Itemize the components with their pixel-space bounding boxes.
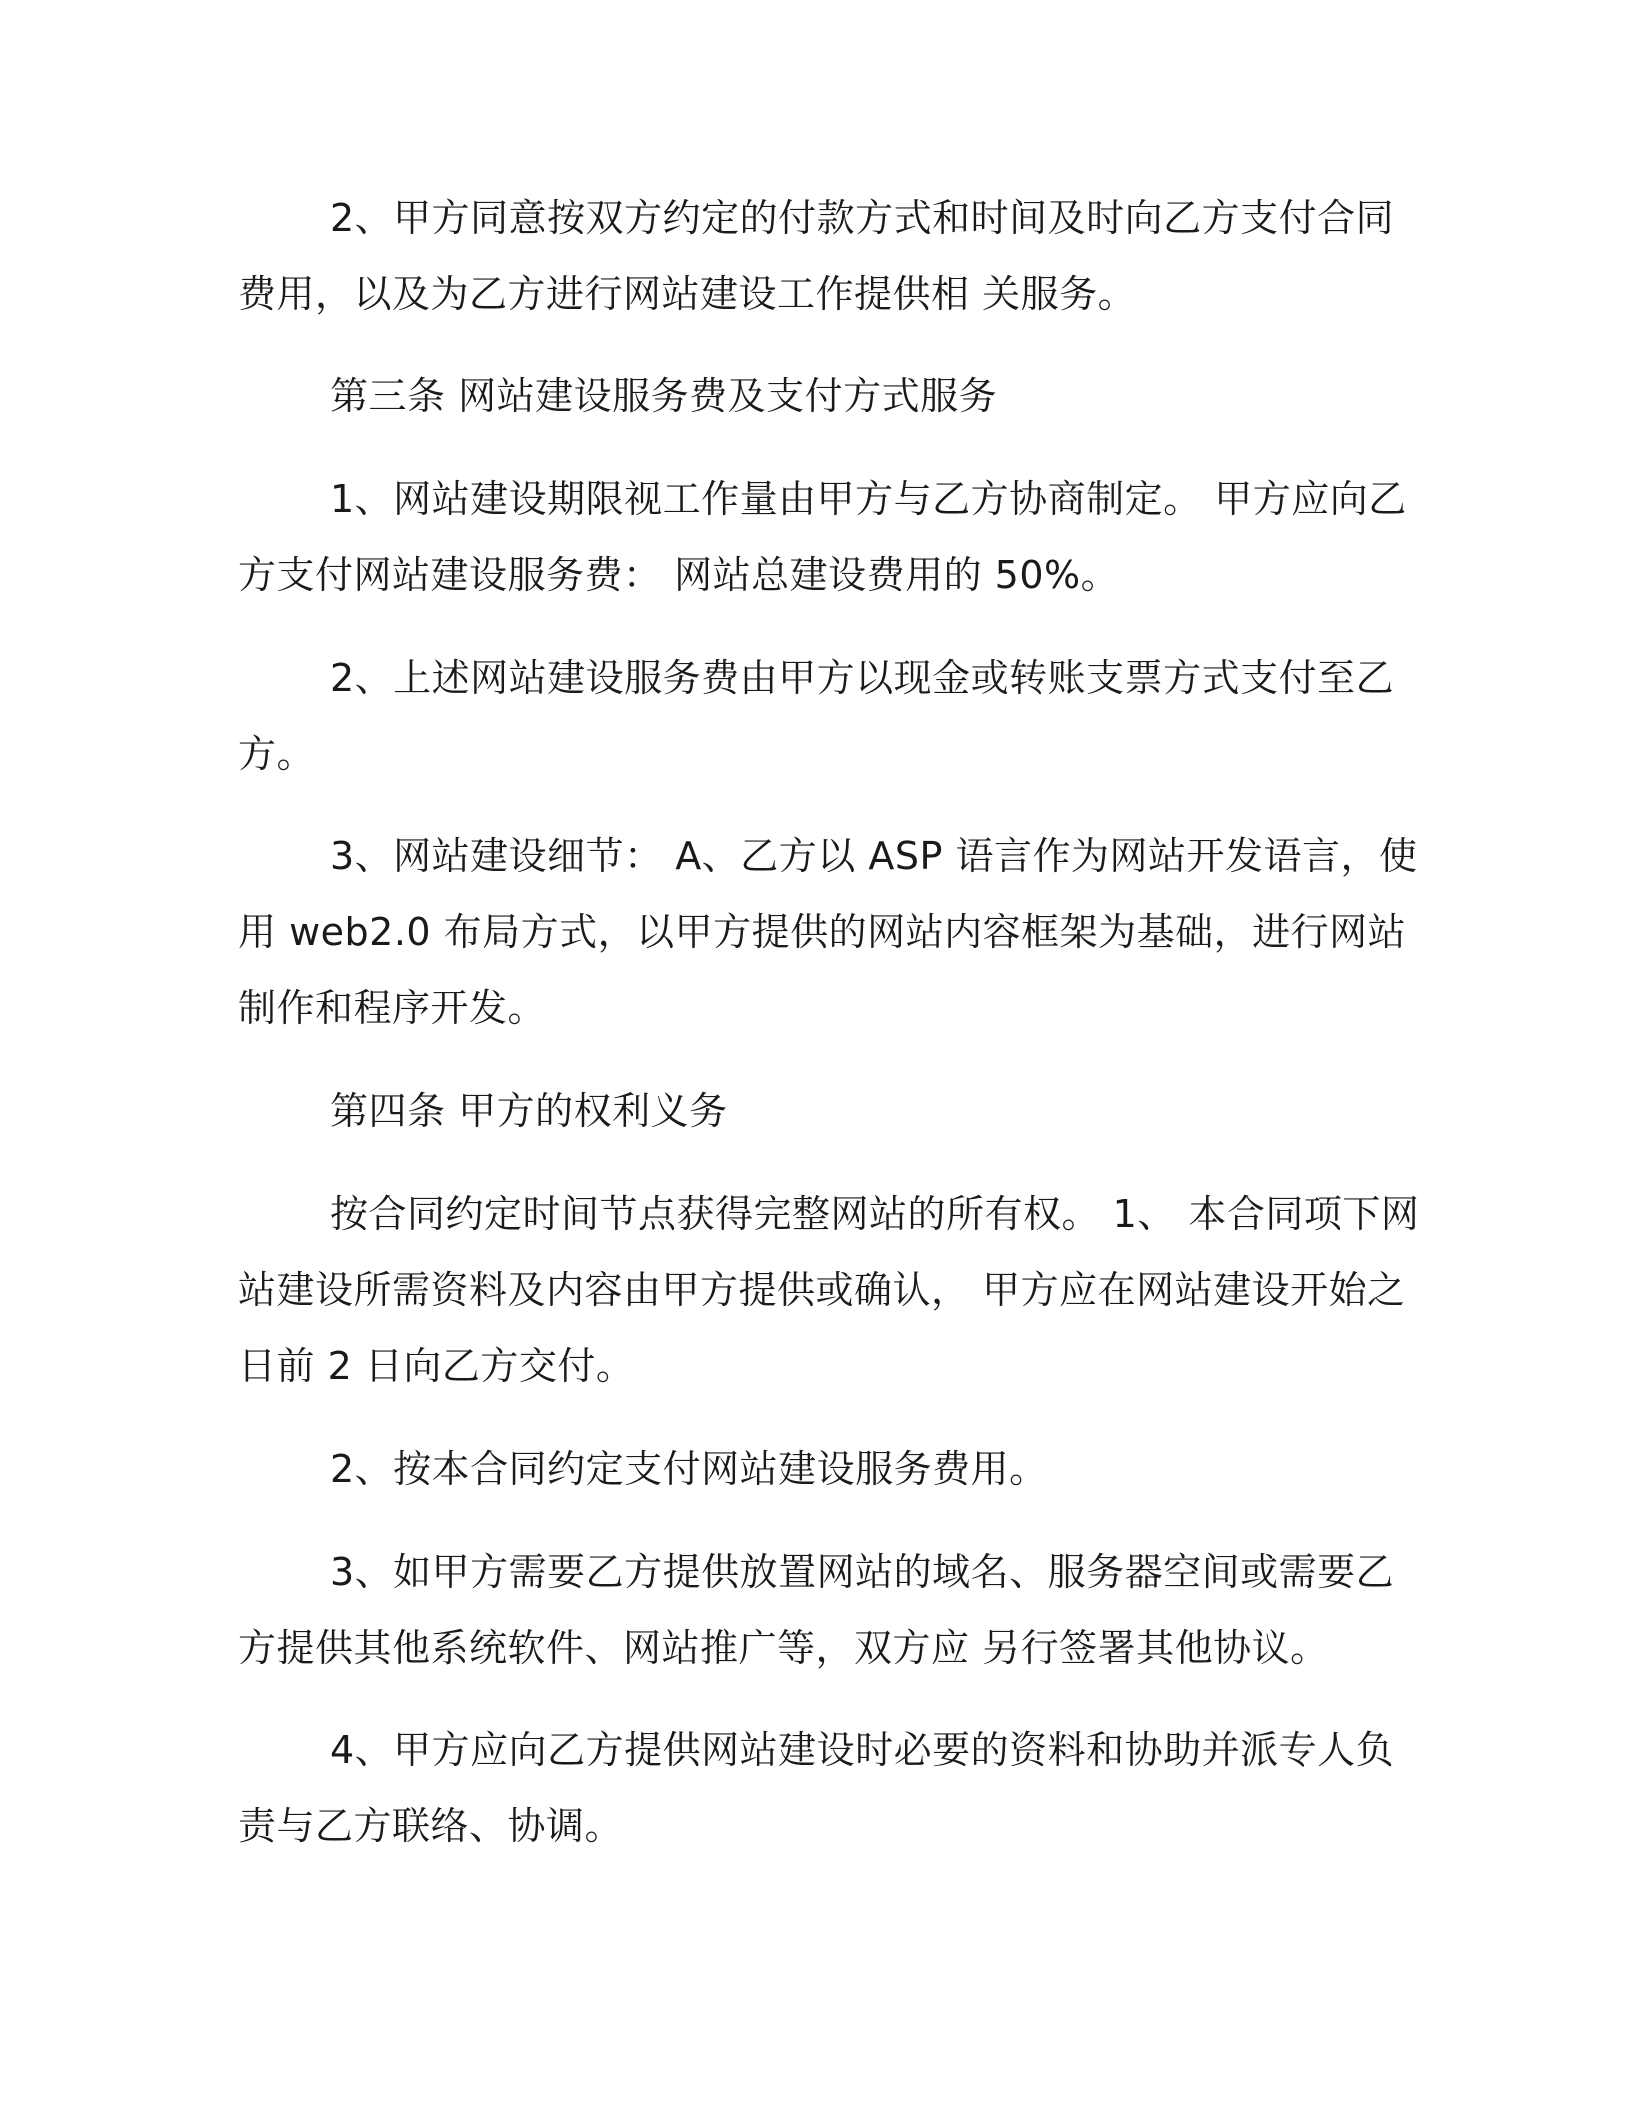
paragraph-1-line-2: 费用，以及为乙方进行网站建设工作提供相 关服务。 bbox=[238, 272, 1137, 316]
paragraph-3-line-1: 2、上述网站建设服务费由甲方以现金或转账支票方式支付至乙 bbox=[330, 656, 1395, 700]
paragraph-5-line-2: 站建设所需资料及内容由甲方提供或确认， 甲方应在网站建设开始之 bbox=[238, 1268, 1406, 1312]
paragraph-2-line-2: 方支付网站建设服务费： 网站总建设费用的 50%。 bbox=[238, 553, 1120, 597]
paragraph-5-line-1: 按合同约定时间节点获得完整网站的所有权。 1、 本合同项下网 bbox=[330, 1192, 1420, 1236]
paragraph-5-line-3: 日前 2 日向乙方交付。 bbox=[238, 1344, 635, 1388]
paragraph-4-line-1: 3、网站建设细节： A、乙方以 ASP 语言作为网站开发语言，使 bbox=[330, 834, 1418, 878]
paragraph-1-line-1: 2、甲方同意按双方约定的付款方式和时间及时向乙方支付合同 bbox=[330, 196, 1395, 240]
paragraph-7-line-1: 3、如甲方需要乙方提供放置网站的域名、服务器空间或需要乙 bbox=[330, 1550, 1395, 1594]
paragraph-8-line-2: 责与乙方联络、协调。 bbox=[238, 1804, 624, 1848]
paragraph-3-line-2: 方。 bbox=[238, 732, 316, 776]
paragraph-4-line-3: 制作和程序开发。 bbox=[238, 986, 547, 1030]
section-heading-4: 第四条 甲方的权利义务 bbox=[330, 1089, 728, 1133]
section-heading-3: 第三条 网站建设服务费及支付方式服务 bbox=[330, 374, 998, 418]
paragraph-4-line-2: 用 web2.0 布局方式，以甲方提供的网站内容框架为基础，进行网站 bbox=[238, 910, 1407, 954]
paragraph-7-line-2: 方提供其他系统软件、网站推广等，双方应 另行签署其他协议。 bbox=[238, 1626, 1329, 1670]
paragraph-8-line-1: 4、甲方应向乙方提供网站建设时必要的资料和协助并派专人负 bbox=[330, 1728, 1395, 1772]
paragraph-6-line-1: 2、按本合同约定支付网站建设服务费用。 bbox=[330, 1447, 1048, 1491]
paragraph-2-line-1: 1、网站建设期限视工作量由甲方与乙方协商制定。 甲方应向乙 bbox=[330, 477, 1407, 521]
